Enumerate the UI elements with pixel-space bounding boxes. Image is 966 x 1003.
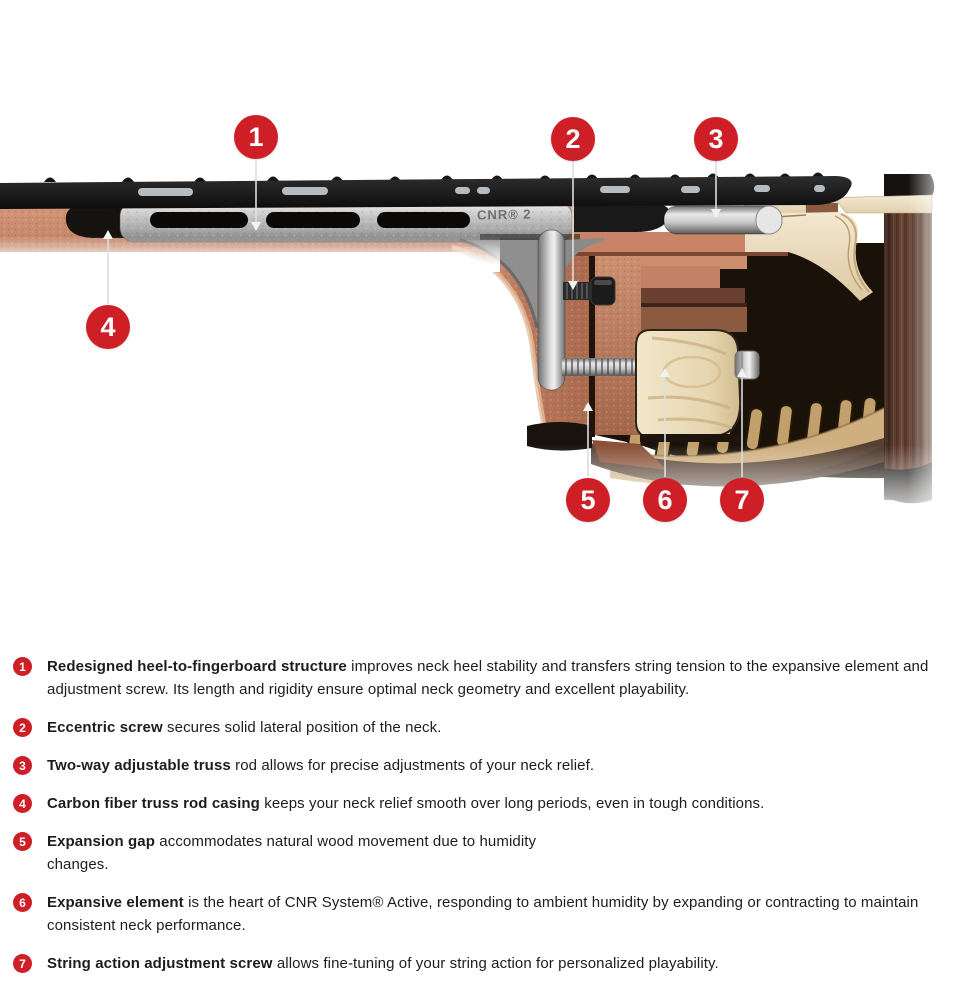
- legend-item-2: [0, 716, 966, 739]
- legend-bullet-3: 3: [13, 756, 32, 775]
- callout-marker-6: [643, 478, 687, 522]
- legend-bullet-4: 4: [13, 794, 32, 813]
- legend-lead: Carbon fiber truss rod casing: [47, 795, 260, 812]
- adjustment-threaded-rod: [562, 358, 642, 376]
- callout-number: 1: [248, 121, 264, 152]
- callout-number: 3: [708, 123, 724, 154]
- legend-lead: Expansive element: [47, 894, 184, 911]
- callout-marker-3: [694, 117, 738, 161]
- callout-marker-2: [551, 117, 595, 161]
- legend-item-5: [0, 830, 966, 876]
- callout-marker-7: [720, 478, 764, 522]
- legend-bullet-2: 2: [13, 718, 32, 737]
- legend-text: keeps your neck relief smooth over long periods, even in tough conditions.: [264, 795, 765, 812]
- legend-lead: String action adjustment screw: [47, 955, 273, 972]
- legend-text: allows fine-tuning of your string action for personalized playability.: [276, 955, 719, 972]
- legend-text: rod allows for precise adjustments of your neck relief.: [235, 757, 595, 774]
- callout-number: 2: [565, 123, 581, 154]
- callout-number: 4: [100, 311, 116, 342]
- legend-item-1: [0, 655, 966, 701]
- callout-marker-5: [566, 478, 610, 522]
- legend-lead: Redesigned heel-to-fingerboard structure: [47, 658, 347, 675]
- truss-rod: [664, 206, 782, 234]
- legend-text: secures solid lateral position of the neck.: [167, 719, 442, 736]
- neck-bottom-fade: [0, 236, 500, 272]
- legend-item-6: [0, 891, 966, 937]
- legend-text: improves neck heel stability and transfers string tension to the expansive element and adjustment screw. Its length and rigidity ensure optimal neck geometry and excellent playability.: [47, 658, 929, 698]
- legend-item-7: [0, 952, 966, 975]
- legend-item-3: [0, 754, 966, 777]
- legend-bullet-5: 5: [13, 832, 32, 851]
- callout-number: 6: [657, 484, 673, 515]
- callout-marker-4: [86, 305, 130, 349]
- callout-number: 7: [734, 484, 750, 515]
- legend-bullet-1: 1: [13, 657, 32, 676]
- photo-bottom-fade: [0, 445, 966, 550]
- legend-lead: Expansion gap: [47, 833, 155, 850]
- legend-text-line2: changes.: [47, 856, 109, 873]
- callout-marker-1: [234, 115, 278, 159]
- legend-lead: Eccentric screw: [47, 719, 163, 736]
- legend-bullet-6: 6: [13, 893, 32, 912]
- cnr-engraving-label: CNR® 2: [476, 206, 532, 223]
- legend: [0, 655, 966, 990]
- fingerboard: [0, 173, 852, 210]
- legend-bullet-7: 7: [13, 954, 32, 973]
- fingerboard-underside: [574, 202, 670, 232]
- expansive-element: [636, 330, 740, 442]
- wood-band-shadow: [566, 252, 788, 256]
- legend-item-4: [0, 792, 966, 815]
- legend-text: accommodates natural wood movement due to humidity: [159, 833, 537, 850]
- photo-right-fade: [908, 160, 966, 540]
- legend-lead: Two-way adjustable truss: [47, 757, 231, 774]
- legend-text: is the heart of CNR System® Active, responding to ambient humidity by expanding or contracting to maintain consistent neck performance.: [47, 894, 919, 934]
- callout-number: 5: [580, 484, 596, 515]
